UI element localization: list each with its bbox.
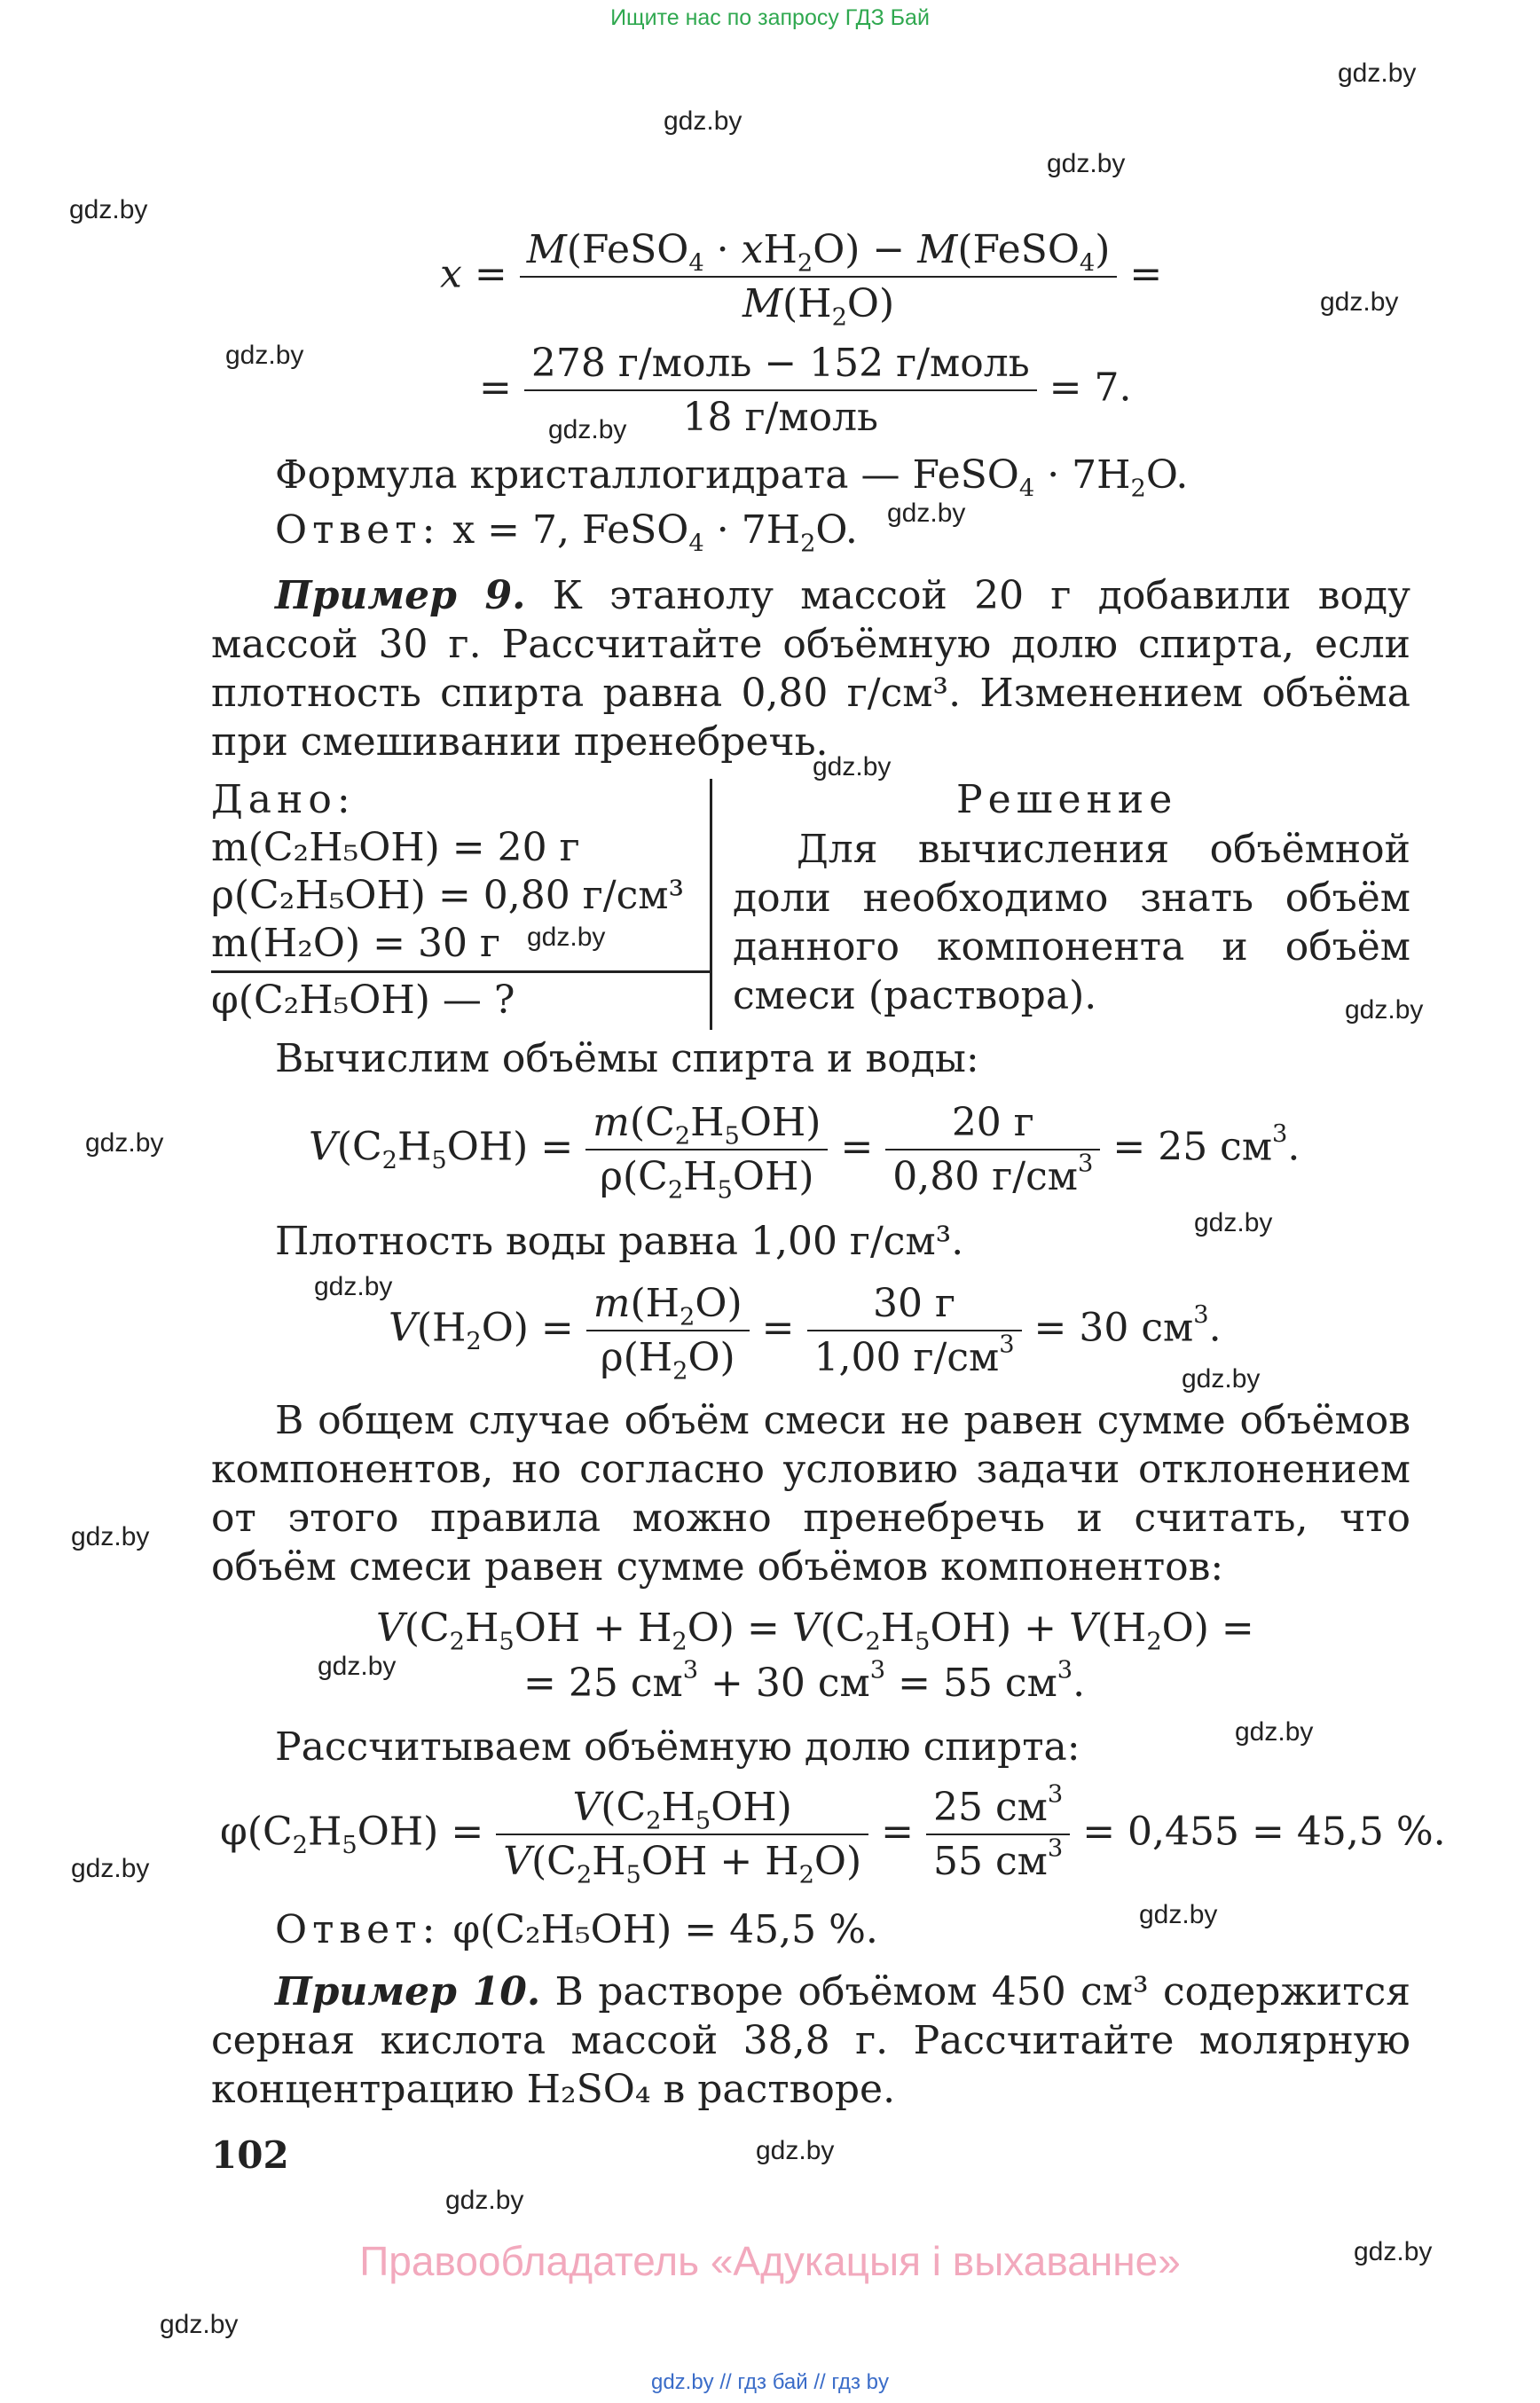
fraction-intro: Рассчитываем объёмную долю спирта: bbox=[275, 1724, 1080, 1770]
equals-sign: = bbox=[474, 251, 507, 297]
given-row: ρ(C₂H₅OH) = 0,80 г/см³ bbox=[211, 873, 685, 918]
example-9-title: Пример 9. bbox=[275, 573, 526, 618]
formula-x-line2: = $\frac{\text{278 г/моль − 152 г/моль}}{\text{18 г/моль}}$ = 7. bbox=[479, 341, 1132, 440]
watermark: gdz.by bbox=[160, 2310, 239, 2339]
general-case-text: В общем случае объём смеси не равен сумме объёмов компонентов, но согласно условию задачи отклонением от этого правила можно пренебречь и считать, что объём смеси равен сумме объёмов компонентов: bbox=[211, 1398, 1410, 1590]
watermark: gdz.by bbox=[1235, 1717, 1314, 1747]
example-9 bbox=[211, 571, 1410, 766]
watermark: gdz.by bbox=[1320, 287, 1399, 317]
given-label: Дано: bbox=[211, 777, 356, 822]
watermark: gdz.by bbox=[548, 415, 627, 444]
answer-2: Ответ: φ(C₂H₅OH) = 45,5 %. bbox=[275, 1907, 878, 1952]
watermark: gdz.by bbox=[664, 106, 742, 136]
table-divider-horizontal bbox=[211, 970, 710, 973]
page-number: 102 bbox=[211, 2133, 289, 2177]
top-banner: Ищите нас по запросу ГДЗ Бай bbox=[610, 5, 930, 30]
copyright-notice: Правообладатель «Адукацыя і выхаванне» bbox=[359, 2238, 1181, 2284]
watermark: gdz.by bbox=[69, 195, 148, 224]
watermark: gdz.by bbox=[756, 2136, 835, 2165]
solution-text: Для вычисления объёмной доли необходимо знать объём данного компонента и объём смеси (раствора). bbox=[733, 827, 1410, 1018]
volumes-intro: Вычислим объёмы спирта и воды: bbox=[275, 1036, 979, 1081]
watermark: gdz.by bbox=[318, 1652, 397, 1681]
example-10-title: Пример 10. bbox=[275, 1969, 541, 2014]
find-row: φ(C₂H₅OH) — ? bbox=[211, 978, 515, 1023]
volume-fraction-formula: $\varphi(C_2H_5OH)$ = $\frac{V(C_2H_5OH)}{V(C_2H_5OH + H_2O)}$ = $\frac{25 см^3}{55 см^3}$ = 0,455 = 45,5 %. bbox=[220, 1780, 1446, 1889]
answer-label: Ответ: bbox=[275, 507, 441, 553]
given-row: m(H₂O) = 30 г bbox=[211, 921, 501, 966]
watermark: gdz.by bbox=[1047, 149, 1126, 178]
mixture-volume-line2: = 25 $см^3 + 30$ $см^3 = 55$ $см^3$. bbox=[523, 1656, 1086, 1706]
watermark: gdz.by bbox=[1194, 1208, 1273, 1237]
volume-water-formula: $V(H_2O)$ = $\frac{m(H_2O)}{\rho(H_2O)}$ = $\frac{30 г}{1,00 г/см^3}$ = 30 $см^3$. bbox=[389, 1281, 1222, 1386]
result-x: = 7. bbox=[1049, 365, 1132, 411]
water-density: Плотность воды равна 1,00 г/см³. bbox=[275, 1219, 964, 1264]
given-row: m(C₂H₅OH) = 20 г bbox=[211, 825, 580, 870]
watermark: gdz.by bbox=[314, 1272, 393, 1301]
watermark: gdz.by bbox=[887, 499, 966, 528]
watermark: gdz.by bbox=[1345, 995, 1424, 1025]
watermark: gdz.by bbox=[85, 1128, 164, 1158]
watermark: gdz.by bbox=[1139, 1900, 1218, 1929]
volume-ethanol-formula: $V(C_2H_5OH)$ = $\frac{m(C_2H_5OH)}{\rho(C_2H_5OH)}$ = $\frac{20 г}{0,80 г/см^3}$ = 25 $см^3$. bbox=[309, 1100, 1300, 1205]
formula-fraction: $\frac{M(FeSO_4 \cdot xH_2O) - M(FeSO_4)}{M(H_2O)}$ bbox=[520, 227, 1118, 326]
example-10 bbox=[211, 1967, 1410, 2114]
answer-1: Ответ: x = 7, FeSO$_4$ · $7H_2O$. bbox=[275, 507, 858, 558]
table-divider-vertical bbox=[710, 779, 712, 1030]
watermark: gdz.by bbox=[1338, 59, 1417, 88]
formula-x-line1: x = $\frac{M(FeSO_4 \cdot xH_2O) - M(FeSO_4)}{M(H_2O)}$ = bbox=[440, 227, 1163, 332]
example-10-text: В растворе объёмом 450 см³ содержится серная кислота массой 38,8 г. Рассчитайте молярную концентрацию H₂SO₄ в растворе. bbox=[211, 1969, 1410, 2112]
watermark: gdz.by bbox=[813, 752, 892, 781]
mixture-volume-line1: $V(C_2H_5OH + H_2O) = V(C_2H_5OH) + V(H_2O)$ = bbox=[376, 1606, 1254, 1656]
watermark: gdz.by bbox=[1354, 2237, 1433, 2266]
var-x: x bbox=[440, 251, 462, 297]
example-9-text: К этанолу массой 20 г добавили воду массой 30 г. Рассчитайте объёмную долю спирта, если плотность спирта равна 0,80 г/см³. Изменением объёма при смешивании пренебречь. bbox=[211, 573, 1410, 765]
answer-label: Ответ: bbox=[275, 1907, 441, 1952]
bottom-banner: gdz.by // гдз бай // гдз by bbox=[650, 2370, 890, 2394]
watermark: gdz.by bbox=[71, 1854, 150, 1883]
watermark: gdz.by bbox=[527, 923, 606, 952]
solution-label: Решение bbox=[956, 777, 1178, 822]
formula-statement: Формула кристаллогидрата — FeSO$_4$ · $7H_2O$. bbox=[275, 452, 1189, 503]
watermark: gdz.by bbox=[71, 1522, 150, 1551]
watermark: gdz.by bbox=[445, 2186, 524, 2215]
numeric-fraction: $\frac{\text{278 г/моль − 152 г/моль}}{\text{18 г/моль}}$ bbox=[524, 341, 1037, 440]
watermark: gdz.by bbox=[1182, 1364, 1261, 1394]
watermark: gdz.by bbox=[225, 341, 304, 370]
